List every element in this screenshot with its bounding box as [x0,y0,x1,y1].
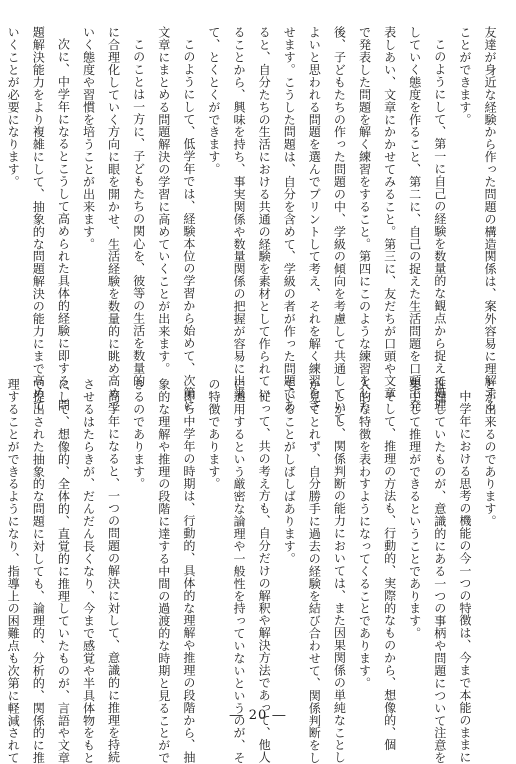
text-line: 表しあい、文章にかかせてみること。第三に、友だちが口頭や文章 [377,26,402,354]
text-line: 次に、中学年になるとこうして高められた具体的経験に即する、問 [50,26,75,354]
page-number: ― 20 ― [0,708,516,723]
text-line: 象的な理解や推理の段階に達する中間の過渡的な時期と見ることがで [151,378,176,694]
text-line: 文章にまとめる問題解決の学習に高めていくことが出来ます。 [151,26,176,354]
text-line: せます。こうした問題は、自分を含めて、学級の者が作った問題であ [276,26,301,354]
text-line: にして、想像的、全体的、直覚的に推理していたものが、言語や文章 [50,378,75,694]
text-line: いく態度や習慣を培うことが出来ます。 [75,26,100,354]
text-line: 高学年になると、一つの問題の解決に対して、意識的に推理を持続 [101,378,126,694]
text-line: 人的な特徴を表わすようになってくることであります。 [351,378,376,694]
text-line: 従って、共の考え方も、自分だけの解釈や解決方法であって、他人 [251,378,276,694]
upper-text-block [18,26,502,354]
text-line: に合理化していく方向に眼を開かせ、生活経験を数量的に眺め高めて [101,26,126,354]
text-line: 後、子どもたちの作った問題の中、学級の傾向を考慮して共通していて [326,26,351,354]
text-line: で発表した問題を解く練習をすること。第四にこのような練習をした [351,26,376,354]
text-line: しかし、関係判断の能力においては、また因果関係の単純なことし [326,378,351,694]
text-line: 題解決能力をより複雑にして、抽象的な問題解決の能力にまで高めて [25,26,50,354]
text-line: いくことが必要になります。 [0,26,25,354]
text-line: 推理していたものが、意識的にある一つの事柄や問題について注意を [427,378,452,694]
text-line: していく態度を作ること、第二に、自己の捉えた生活問題を口頭で発 [402,26,427,354]
text-line: 中学年における思考の機能の今一つの特徴は、今まで本能のままに [452,378,477,694]
text-line: このことは一方に、子どもたちの関心を、彼等の生活を数量的 [126,26,151,354]
text-line: させるはたらきが、だんだん長くなり、今まで感覚や半具体物をもと [75,378,100,694]
text-line: ることから、興味を持ち、事実関係や数量関係の把握が容易に出来 [226,26,251,354]
text-line: きるのであります。 [126,378,151,694]
text-line: 集中して推理ができるということであります。 [402,378,427,694]
text-line: 即ち中学年の時期は、行動的、具体的な理解や推理の段階から、抽 [176,378,201,694]
text-line: このようにして、第一に自己の経験を数量的な観点から捉えて処理 [427,26,452,354]
text-line: て、とくとくができます。 [201,26,226,354]
text-line: ていることがしばしばあります。 [276,378,301,694]
text-line: 理することができるようになり、指導上の困難点も次第に軽減されて [0,378,25,694]
text-line: よいと思われる問題を選んでプリントして考え、それを解く練習をさ [301,26,326,354]
text-line: の特徴であります。 [201,378,226,694]
text-line: このようにして、低学年では、経験本位の学習から始めて、次第に [176,26,201,354]
lower-text-block [18,378,502,694]
text-line: そして、推理の方法も、行動的、実際的なものから、想像的、個 [377,378,402,694]
text-line: に通用するという厳密な論理や一般性を持っていないというのが、そ [226,378,251,694]
text-line: で提出された抽象的な問題に対しても、論理的、分析的、関係的に推 [25,378,50,694]
text-line: か見てとれず、自分勝手に過去の経験を結び合わせて、関係判断をし [301,378,326,694]
text-line: とが出来るのであります。 [477,378,502,694]
text-line: ことができます。 [452,26,477,354]
text-line: ると、自分たちの生活における共通の経験を素材として作られてい [251,26,276,354]
text-line: 友達が身近な経験から作った問題の構造関係は、案外容易に理解する [477,26,502,354]
